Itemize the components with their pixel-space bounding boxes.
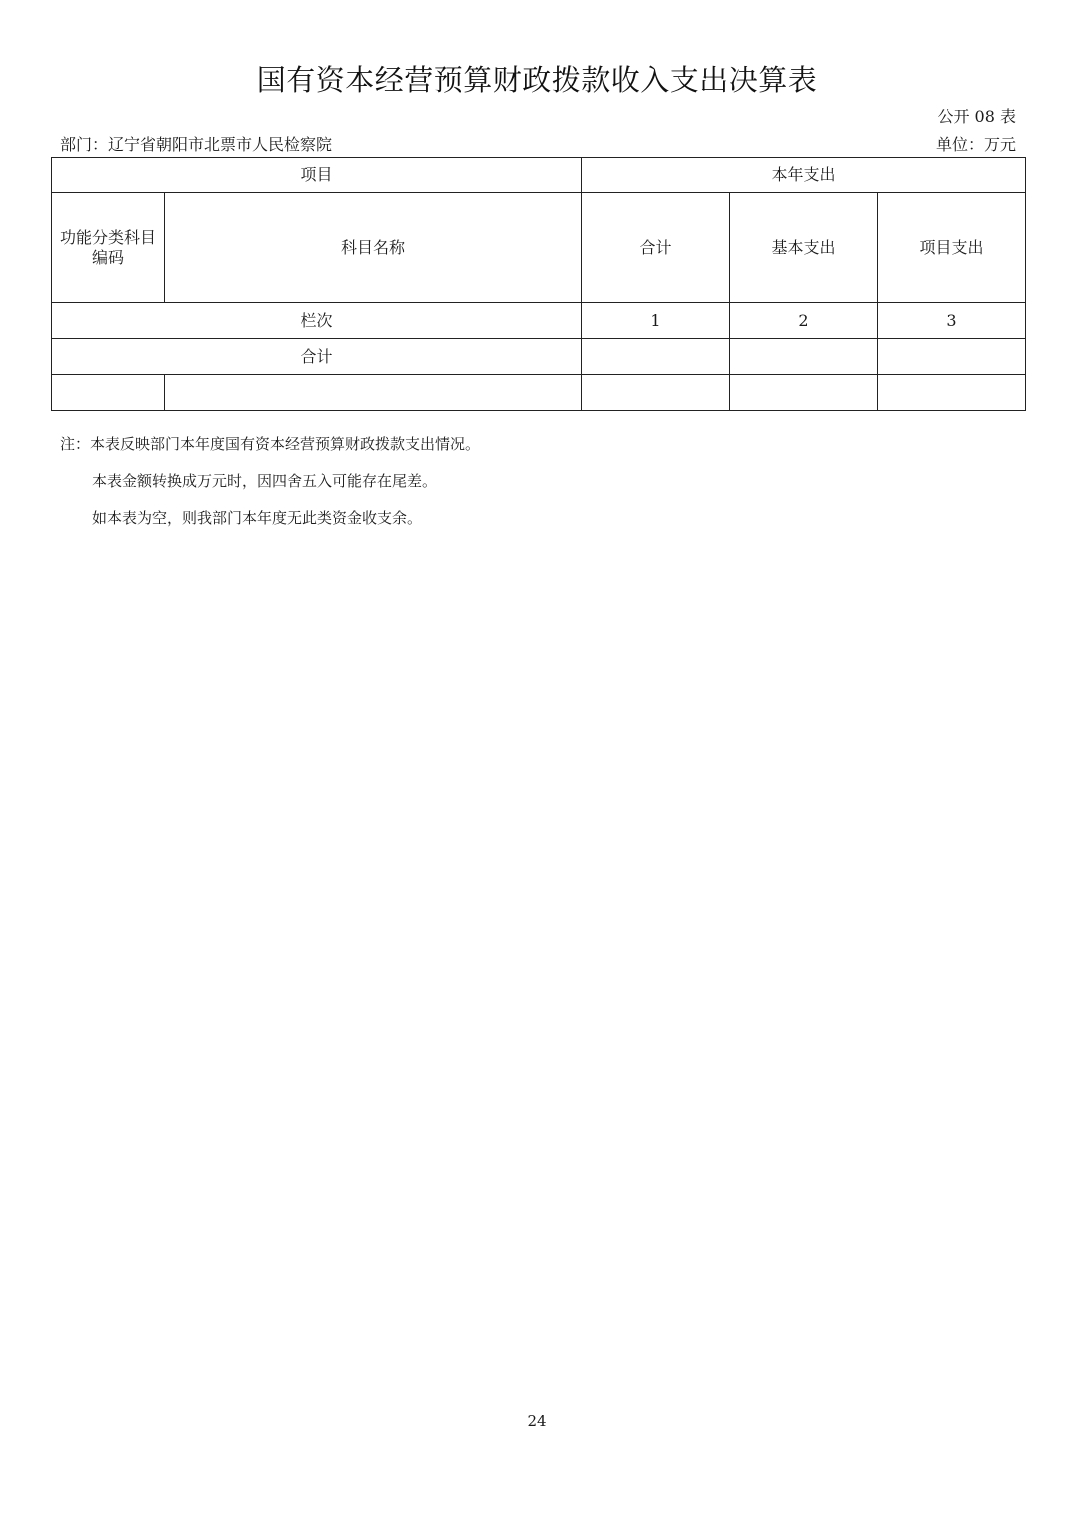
total-basic-cell [730, 339, 878, 375]
unit-label: 单位：万元 [935, 135, 1016, 154]
blank-cell [52, 375, 165, 411]
index-cell-2: 2 [730, 303, 878, 339]
table-subheader-row [52, 193, 1026, 303]
notes-section [60, 426, 480, 537]
table-row-total [52, 339, 1026, 375]
column-total: 合计 [582, 193, 730, 303]
note-line: 如本表为空，则我部门本年度无此类资金收支余。 [92, 509, 423, 527]
form-number: 公开 08 表 [937, 107, 1016, 126]
blank-cell [165, 375, 582, 411]
blank-cell [730, 375, 878, 411]
report-title: 国有资本经营预算财政拨款收入支出决算表 [256, 63, 818, 97]
column-subject-name: 科目名称 [165, 193, 582, 303]
header-item: 项目 [52, 158, 582, 193]
header-current-year: 本年支出 [582, 158, 1026, 193]
blank-cell [582, 375, 730, 411]
column-function-code: 功能分类科目编码 [52, 193, 165, 303]
table-row-blank [52, 375, 1026, 411]
row-total-label: 合计 [52, 339, 582, 375]
department-label: 部门：辽宁省朝阳市北票市人民检察院 [60, 135, 333, 154]
row-index-label: 栏次 [52, 303, 582, 339]
index-cell-1: 1 [582, 303, 730, 339]
table-header-row [52, 158, 1026, 193]
total-value-cell [582, 339, 730, 375]
page-number: 24 [527, 1412, 547, 1430]
note-line: 注：本表反映部门本年度国有资本经营预算财政拨款支出情况。 [60, 435, 481, 453]
index-cell-3: 3 [878, 303, 1026, 339]
column-basic-expenditure: 基本支出 [730, 193, 878, 303]
blank-cell [878, 375, 1026, 411]
expenditure-table [51, 157, 1026, 411]
note-line: 本表金额转换成万元时，因四舍五入可能存在尾差。 [92, 472, 438, 490]
column-project-expenditure: 项目支出 [878, 193, 1026, 303]
table-row-index [52, 303, 1026, 339]
total-project-cell [878, 339, 1026, 375]
